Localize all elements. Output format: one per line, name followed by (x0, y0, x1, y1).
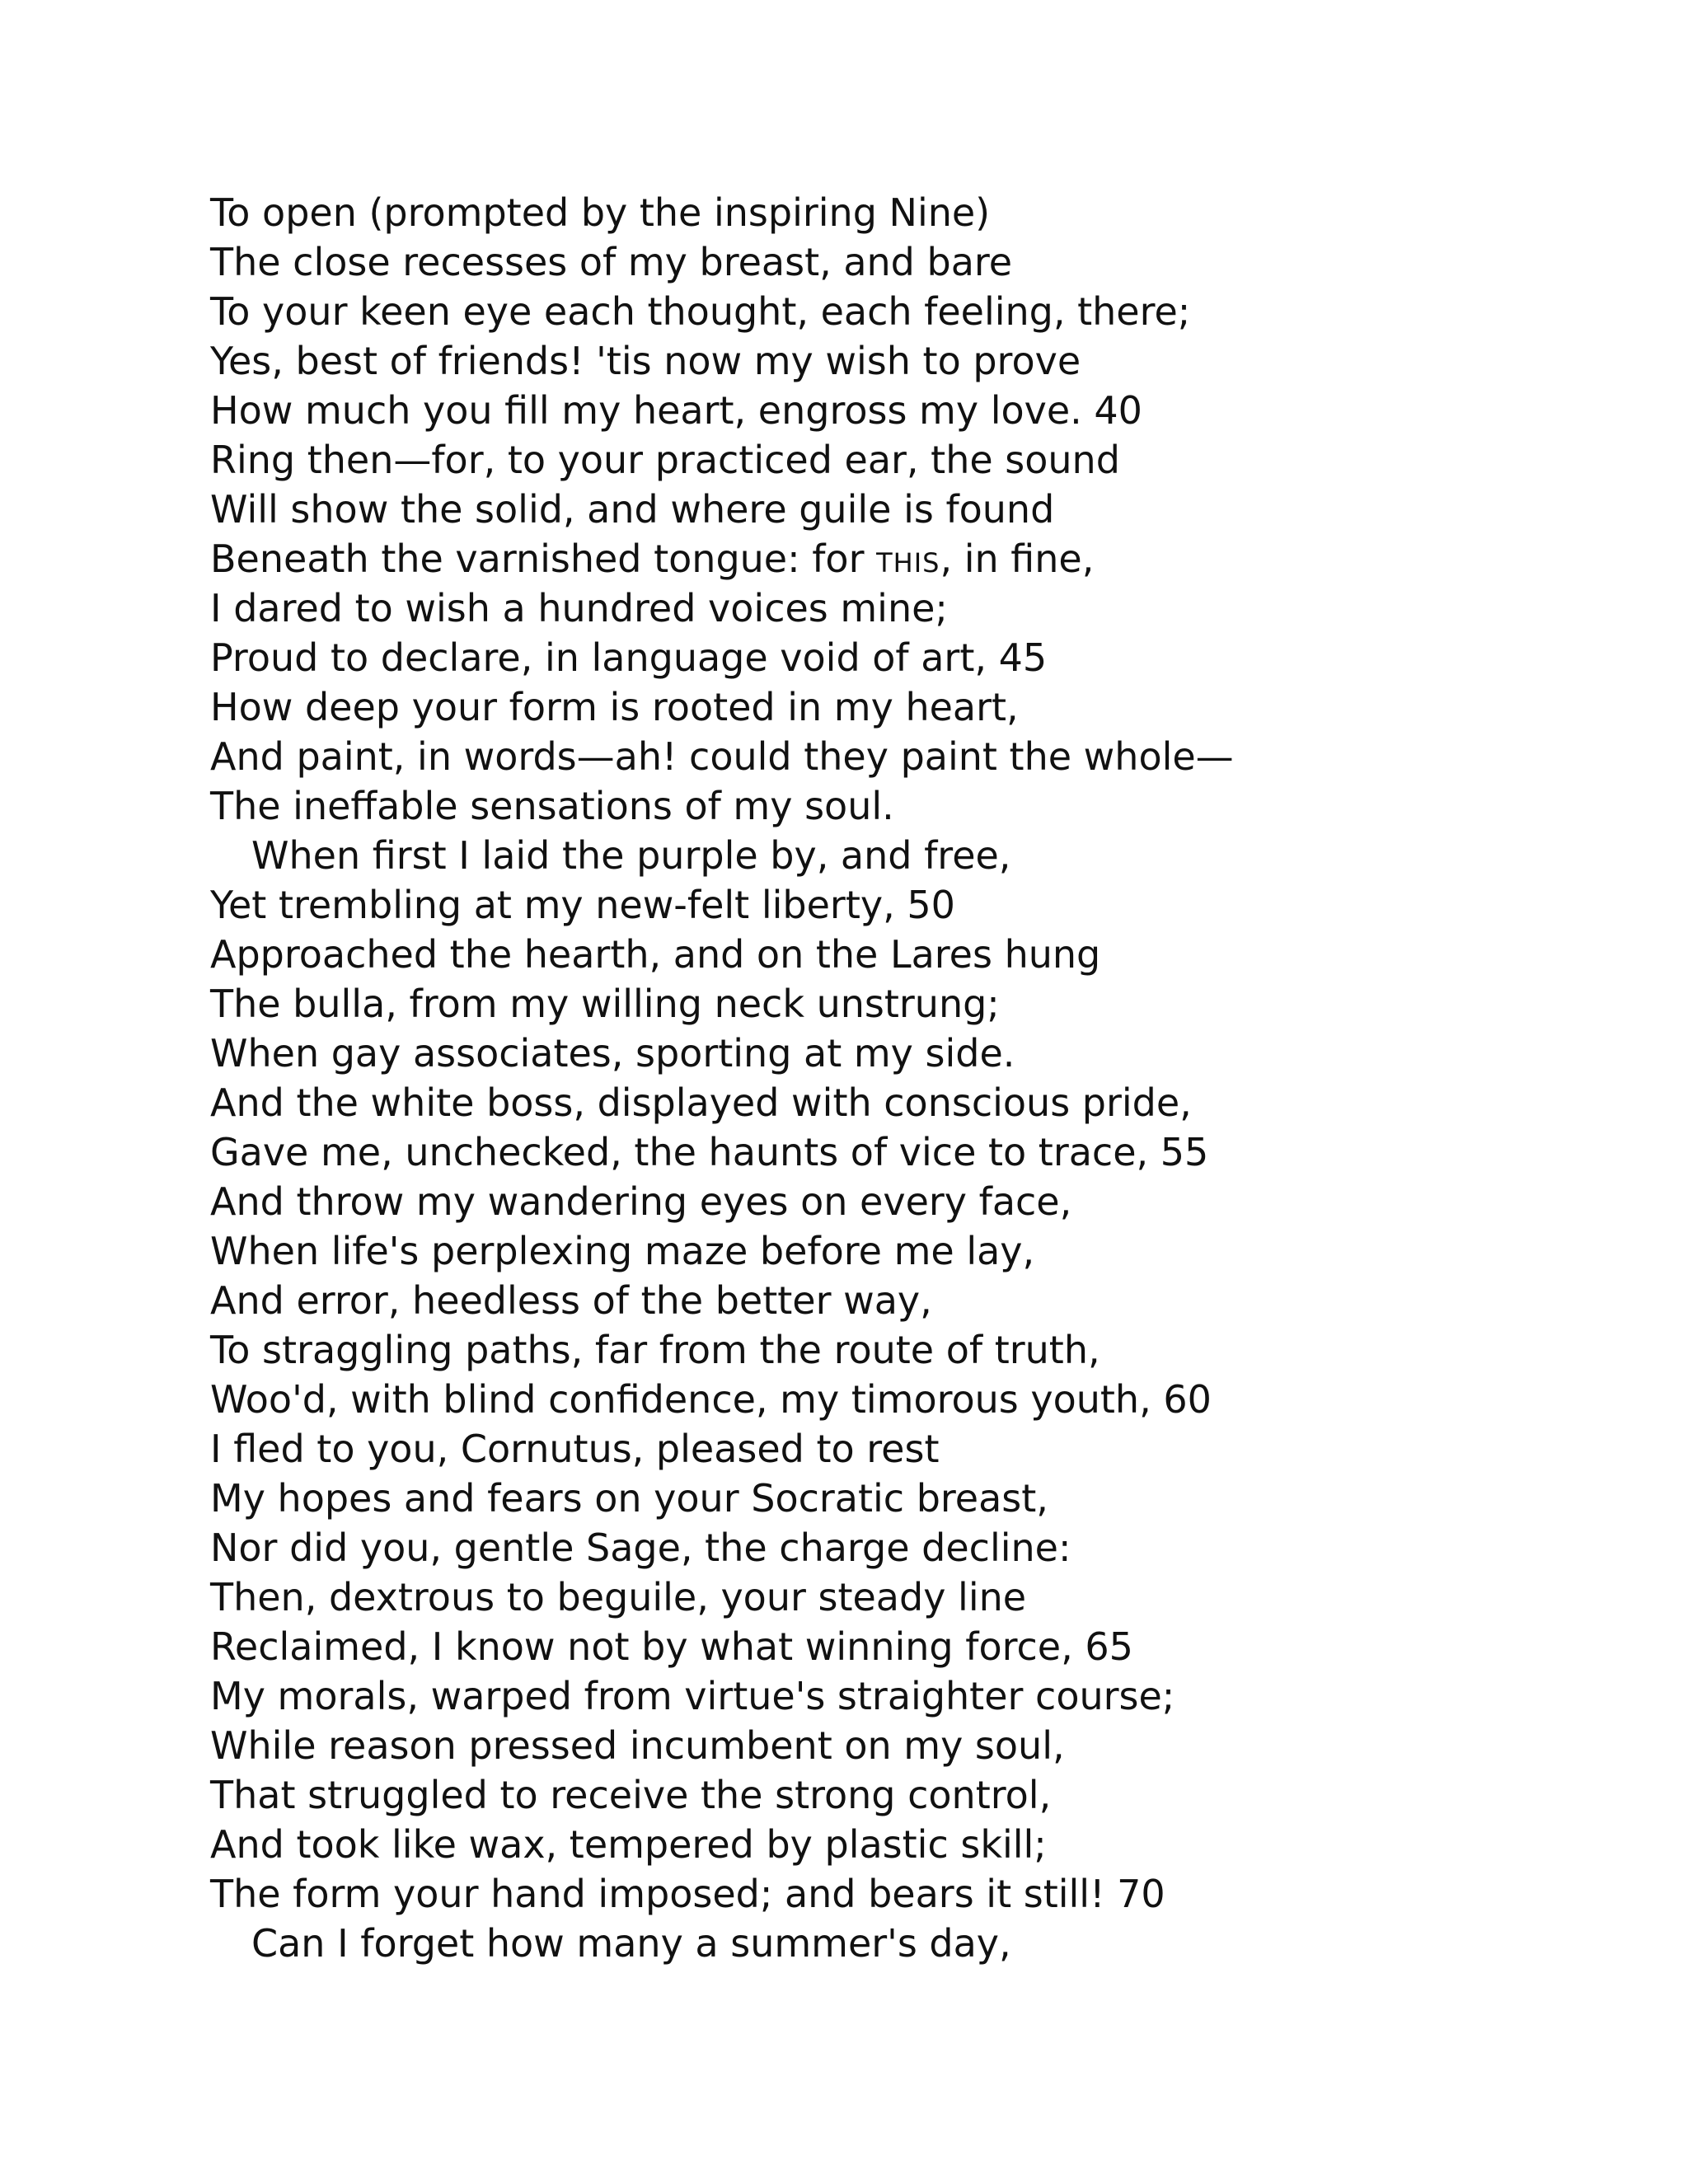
poem-line: Woo'd, with blind confidence, my timorous youth, 60 (210, 1377, 1212, 1422)
poem-line: The close recesses of my breast, and bare (210, 240, 1013, 284)
poem-line: While reason pressed incumbent on my soul, (210, 1723, 1065, 1768)
poem-line-indented: Can I forget how many a summer's day, (251, 1921, 1011, 1966)
poem-line: Reclaimed, I know not by what winning force, 65 (210, 1624, 1133, 1669)
poem-line: Ring then—for, to your practiced ear, the sound (210, 438, 1120, 482)
small-caps-word: THIS (876, 547, 940, 579)
poem-line: Then, dextrous to beguile, your steady line (210, 1575, 1027, 1619)
poem-line (210, 534, 1529, 583)
poem-line: When gay associates, sporting at my side. (210, 1031, 1015, 1076)
poem-line: The bulla, from my willing neck unstrung; (210, 982, 1000, 1026)
poem-line: I fled to you, Cornutus, pleased to rest (210, 1427, 940, 1471)
poem-line: Will show the solid, and where guile is found (210, 487, 1055, 532)
poem-line: I dared to wish a hundred voices mine; (210, 586, 948, 630)
poem-line: Yes, best of friends! 'tis now my wish to prove (210, 339, 1081, 383)
poem-line: And the white boss, displayed with conscious pride, (210, 1080, 1192, 1125)
poem-line: How much you fill my heart, engross my love. 40 (210, 388, 1142, 433)
poem-line: My hopes and fears on your Socratic breast, (210, 1476, 1048, 1521)
poem-line: When life's perplexing maze before me lay, (210, 1229, 1035, 1273)
poem-line: Proud to declare, in language void of art, 45 (210, 635, 1048, 680)
poem-line: My morals, warped from virtue's straighter course; (210, 1674, 1175, 1718)
poem-line: To open (prompted by the inspiring Nine) (210, 190, 991, 235)
poem-line: And throw my wandering eyes on every face, (210, 1179, 1072, 1224)
poem-line: To your keen eye each thought, each feeling, there; (210, 289, 1191, 334)
poem-line: Yet trembling at my new-felt liberty, 50 (210, 883, 955, 927)
poem-line: To straggling paths, far from the route of truth, (210, 1328, 1100, 1372)
poem-line: And took like wax, tempered by plastic skill; (210, 1822, 1047, 1867)
line-text: Beneath the varnished tongue: for (210, 537, 877, 581)
poem-line: Approached the hearth, and on the Lares hung (210, 932, 1101, 977)
poem-line: Nor did you, gentle Sage, the charge decline: (210, 1526, 1071, 1570)
poem-line: Gave me, unchecked, the haunts of vice to trace, 55 (210, 1130, 1209, 1174)
poem-line: And error, heedless of the better way, (210, 1278, 932, 1323)
line-text: , in fine, (940, 537, 1095, 581)
poem-line: And paint, in words—ah! could they paint the whole— (210, 734, 1234, 779)
poem-line-indented: When first I laid the purple by, and free, (251, 833, 1011, 878)
poem-line: The ineffable sensations of my soul. (210, 784, 894, 828)
poem-line: That struggled to receive the strong control, (210, 1773, 1052, 1817)
poem-line: How deep your form is rooted in my heart, (210, 685, 1019, 729)
poem-text (210, 188, 1529, 1968)
poem-line: The form your hand imposed; and bears it still! 70 (210, 1872, 1165, 1916)
